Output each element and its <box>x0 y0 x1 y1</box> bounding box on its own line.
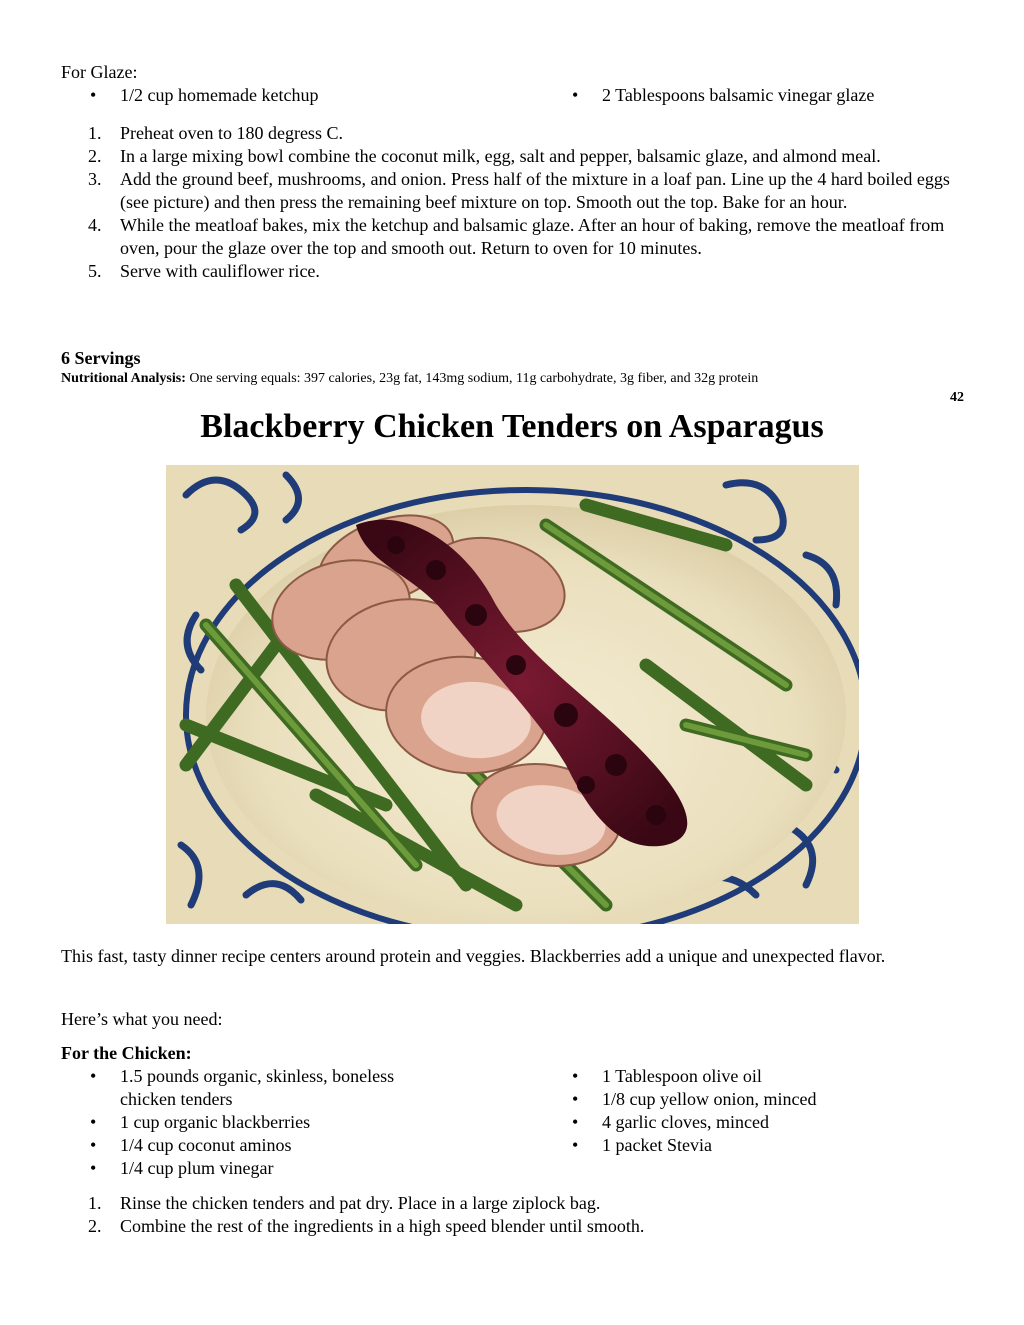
step-text: While the meatloaf bakes, mix the ketchup and balsamic glaze. After an hour of baking, remove the meatloaf from oven, pour the glaze over the top and smooth out. Return to oven for 10 minutes. <box>120 215 945 258</box>
recipe-intro: This fast, tasty dinner recipe centers around protein and veggies. Blackberries add a unique and unexpected flavor. <box>61 946 886 966</box>
chicken-item: • 1/4 cup plum vinegar <box>90 1157 460 1180</box>
step-text: Rinse the chicken tenders and pat dry. Place in a large ziplock bag. <box>120 1193 601 1213</box>
step-item <box>88 214 968 260</box>
chicken-item: • 1/4 cup coconut aminos <box>90 1134 460 1157</box>
step-number: 2. <box>88 1216 102 1236</box>
step-text: Add the ground beef, mushrooms, and onion. Press half of the mixture in a loaf pan. Line up the 4 hard boiled eggs (see picture) and then press the remaining beef mixture on top. Smooth out the top. Bake for an hour. <box>120 169 950 212</box>
recipe-title: Blackberry Chicken Tenders on Asparagus <box>200 408 824 445</box>
nutrition-line <box>61 370 758 387</box>
step-number: 2. <box>88 146 102 166</box>
step-item <box>88 1215 968 1238</box>
glaze-list-left <box>90 84 530 107</box>
chicken-steps <box>88 1192 968 1238</box>
nutrition-label: Nutritional Analysis: <box>61 371 186 386</box>
chicken-item: • 1 Tablespoon olive oil <box>572 1065 992 1088</box>
step-number: 1. <box>88 1193 102 1213</box>
glaze-item: • 2 Tablespoons balsamic vinegar glaze <box>572 84 992 107</box>
glaze-heading: For Glaze: <box>61 62 138 82</box>
meatloaf-steps <box>88 122 968 283</box>
step-item <box>88 260 968 283</box>
step-text: Serve with cauliflower rice. <box>120 261 320 281</box>
step-text: In a large mixing bowl combine the coconut milk, egg, salt and pepper, balsamic glaze, and almond meal. <box>120 146 881 166</box>
chicken-asparagus-photo <box>166 465 859 924</box>
page-number: 42 <box>950 390 964 405</box>
glaze-item: • 1/2 cup homemade ketchup <box>90 84 530 107</box>
recipe-photo <box>166 465 859 924</box>
servings: 6 Servings <box>61 348 141 368</box>
step-number: 5. <box>88 261 102 281</box>
chicken-item: • 1 packet Stevia <box>572 1134 992 1157</box>
chicken-item: • 1.5 pounds organic, skinless, boneless chicken tenders <box>90 1065 460 1111</box>
chicken-item: • 1 cup organic blackberries <box>90 1111 460 1134</box>
step-number: 3. <box>88 169 102 189</box>
step-item <box>88 168 968 214</box>
chicken-item: • 4 garlic cloves, minced <box>572 1111 992 1134</box>
step-number: 4. <box>88 215 102 235</box>
glaze-list-right <box>572 84 992 107</box>
step-item <box>88 1192 968 1215</box>
nutrition-text: One serving equals: 397 calories, 23g fat, 143mg sodium, 11g carbohydrate, 3g fiber, and 32g protein <box>189 371 759 386</box>
step-text: Combine the rest of the ingredients in a high speed blender until smooth. <box>120 1216 645 1236</box>
step-number: 1. <box>88 123 102 143</box>
chicken-item: • 1/8 cup yellow onion, minced <box>572 1088 992 1111</box>
need-label: Here’s what you need: <box>61 1009 223 1029</box>
step-item <box>88 145 968 168</box>
chicken-list-left <box>90 1065 460 1180</box>
step-item <box>88 122 968 145</box>
step-text: Preheat oven to 180 degress C. <box>120 123 343 143</box>
chicken-heading: For the Chicken: <box>61 1043 192 1063</box>
chicken-list-right <box>572 1065 992 1157</box>
